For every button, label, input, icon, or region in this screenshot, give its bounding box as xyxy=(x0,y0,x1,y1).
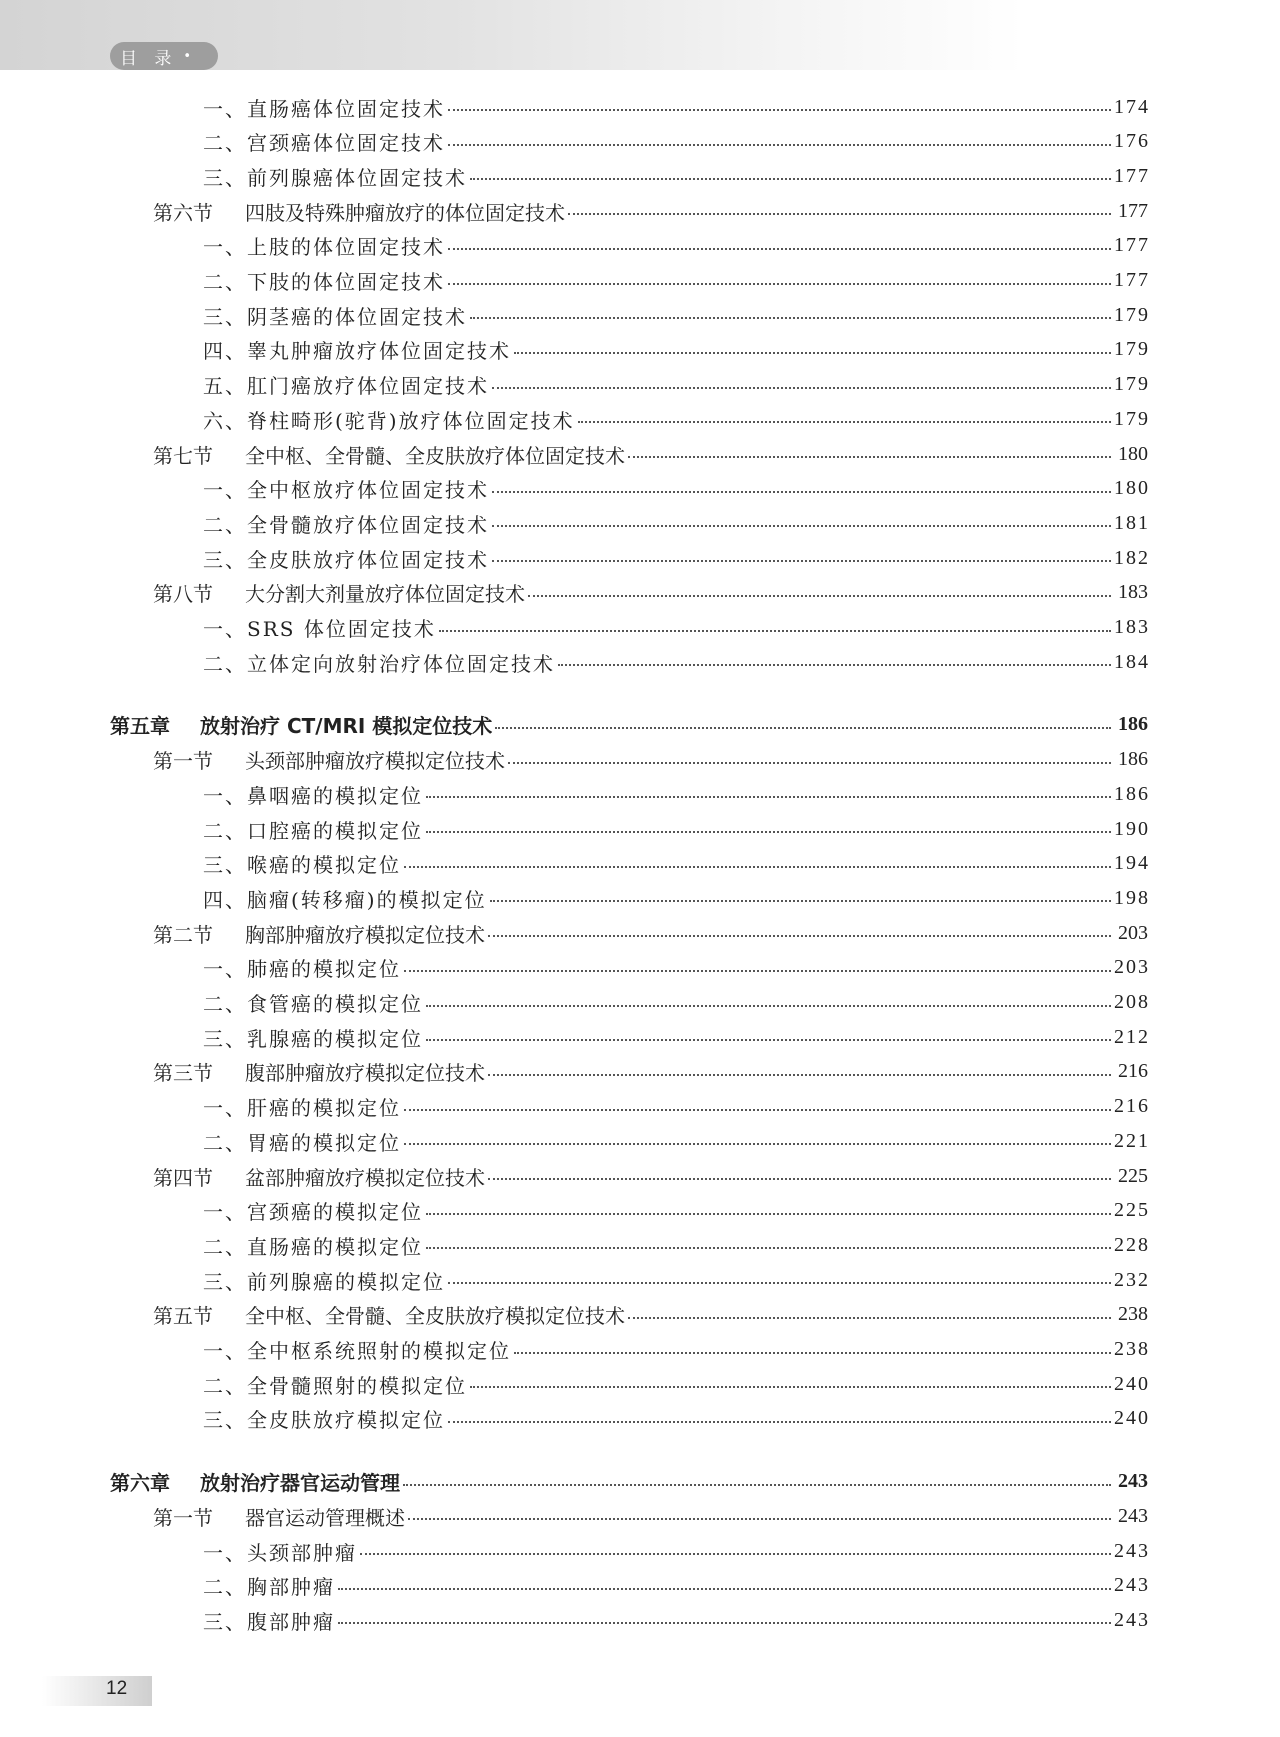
toc-item[interactable] xyxy=(203,370,1148,400)
toc-item[interactable] xyxy=(203,1126,1148,1156)
toc-page-number: 240 xyxy=(1114,1372,1150,1395)
toc-page-number: 243 xyxy=(1118,1470,1148,1493)
dot-leader xyxy=(492,491,1111,493)
toc-title-text: 全中枢、全骨髓、全皮肤放疗模拟定位技术 xyxy=(245,1304,625,1329)
toc-title xyxy=(203,1023,423,1052)
dot-leader xyxy=(439,630,1111,632)
toc-title-text: 二、食管癌的模拟定位 xyxy=(203,992,423,1016)
toc-item[interactable] xyxy=(203,543,1148,573)
toc-title-text: 一、上肢的体位固定技术 xyxy=(203,235,445,260)
dot-leader xyxy=(514,352,1111,354)
toc-title-text: 一、直肠癌体位固定技术 xyxy=(203,96,445,121)
toc-title xyxy=(203,1335,511,1364)
toc-title-text: 二、全骨髓照射的模拟定位 xyxy=(203,1373,467,1398)
toc-title-text: 三、全皮肤放疗模拟定位 xyxy=(203,1408,445,1433)
toc-item[interactable] xyxy=(203,1092,1148,1122)
toc-title-text: 一、宫颈癌的模拟定位 xyxy=(203,1200,423,1225)
dot-leader xyxy=(448,283,1111,285)
toc-title-text: 六、脊柱畸形(驼背)放疗体位固定技术 xyxy=(203,408,575,433)
toc-title xyxy=(110,710,492,739)
dot-leader xyxy=(492,525,1111,527)
dot-leader xyxy=(495,727,1111,729)
toc-page-number: 216 xyxy=(1114,1095,1150,1118)
toc-title-text: 腹部肿瘤放疗模拟定位技术 xyxy=(245,1061,485,1086)
dot-leader xyxy=(578,421,1111,423)
toc-page-number: 179 xyxy=(1114,373,1150,396)
dot-leader xyxy=(514,1352,1111,1354)
toc-title xyxy=(153,440,625,469)
toc-page-number: 240 xyxy=(1114,1407,1150,1430)
toc-title xyxy=(203,127,445,156)
header-tab xyxy=(110,42,218,70)
toc-item[interactable] xyxy=(203,508,1148,538)
dot-leader xyxy=(488,1178,1111,1180)
toc-item[interactable] xyxy=(203,1369,1148,1399)
toc-title-text: 三、前列腺癌的模拟定位 xyxy=(203,1269,445,1294)
toc-number: 第三节 xyxy=(153,1061,213,1086)
toc-title-text: 三、乳腺癌的模拟定位 xyxy=(203,1026,423,1051)
toc-number: 第八节 xyxy=(153,582,213,607)
dot-leader xyxy=(404,1109,1111,1111)
toc-item[interactable] xyxy=(203,814,1148,844)
toc-title xyxy=(203,613,436,642)
toc-title xyxy=(153,1162,485,1191)
toc-page-number: 179 xyxy=(1114,303,1150,326)
toc-title-text: 大分割大剂量放疗体位固定技术 xyxy=(245,582,525,607)
dot-leader xyxy=(426,1213,1111,1215)
toc-title-text: 盆部肿瘤放疗模拟定位技术 xyxy=(245,1165,485,1190)
toc-title-text: 一、SRS 体位固定技术 xyxy=(203,617,436,641)
dot-leader xyxy=(488,935,1111,937)
toc-title-text: 三、全皮肤放疗体位固定技术 xyxy=(203,547,489,572)
dot-leader xyxy=(404,866,1111,868)
toc-item[interactable] xyxy=(203,849,1148,879)
toc-item[interactable] xyxy=(203,161,1148,191)
dot-leader xyxy=(338,1588,1111,1590)
dot-leader xyxy=(338,1622,1111,1624)
footer-band xyxy=(42,1676,152,1706)
dot-leader xyxy=(470,1386,1111,1388)
toc-title xyxy=(203,780,423,809)
header-label: 目 录 xyxy=(120,48,178,69)
toc-title-text: 器官运动管理概述 xyxy=(245,1505,405,1530)
toc-title-text: 四肢及特殊肿瘤放疗的体位固定技术 xyxy=(245,200,565,225)
toc-section[interactable] xyxy=(153,918,1148,948)
toc-item[interactable] xyxy=(203,1404,1148,1434)
toc-section[interactable] xyxy=(153,578,1148,608)
toc-title-text: 一、全中枢放疗体位固定技术 xyxy=(203,478,489,503)
toc-page-number: 194 xyxy=(1114,852,1150,875)
toc-page-number: 243 xyxy=(1114,1574,1150,1597)
toc-title-text: 四、睾丸肿瘤放疗体位固定技术 xyxy=(203,339,511,364)
dot-leader xyxy=(558,664,1111,666)
toc-page-number: 174 xyxy=(1114,95,1150,118)
toc-item[interactable] xyxy=(203,1335,1148,1365)
toc-page-number: 182 xyxy=(1114,546,1150,569)
toc-title xyxy=(203,648,555,677)
dot-leader xyxy=(470,178,1111,180)
toc-number: 第四节 xyxy=(153,1165,213,1190)
toc-page-number: 183 xyxy=(1118,581,1148,604)
dot-leader xyxy=(448,1421,1111,1423)
toc-title-text: 四、脑瘤(转移瘤)的模拟定位 xyxy=(203,887,487,912)
toc-title-text: 二、全骨髓放疗体位固定技术 xyxy=(203,512,489,537)
toc-title xyxy=(203,1404,445,1433)
toc-item[interactable] xyxy=(203,1022,1148,1052)
toc-title xyxy=(153,578,525,607)
toc-page-number: 216 xyxy=(1118,1060,1148,1083)
toc-title xyxy=(203,815,423,844)
toc-title xyxy=(153,919,485,948)
dot-leader xyxy=(490,900,1111,902)
toc-item[interactable] xyxy=(203,988,1148,1018)
toc-title-text: 二、胸部肿瘤 xyxy=(203,1575,335,1600)
toc-number: 第一节 xyxy=(153,749,213,774)
toc-section[interactable] xyxy=(153,439,1148,469)
dot-leader xyxy=(426,831,1111,833)
toc-title-text: 一、鼻咽癌的模拟定位 xyxy=(203,783,423,808)
toc-title-text: 二、口腔癌的模拟定位 xyxy=(203,818,423,843)
toc-page-number: 238 xyxy=(1114,1338,1150,1360)
toc-page-number: 183 xyxy=(1114,616,1150,638)
toc-page-number: 203 xyxy=(1118,921,1148,944)
toc-page-number: 212 xyxy=(1114,1025,1150,1048)
toc-number: 第六节 xyxy=(153,200,213,225)
toc-number: 第六章 xyxy=(110,1471,170,1496)
toc-number: 第一节 xyxy=(153,1505,213,1530)
toc-title xyxy=(203,335,511,364)
toc-item[interactable] xyxy=(203,231,1148,261)
dot-leader xyxy=(448,248,1111,250)
toc-page-number: 180 xyxy=(1114,477,1150,500)
toc-item[interactable] xyxy=(203,404,1148,434)
toc-page-number: 243 xyxy=(1118,1504,1148,1527)
dot-leader xyxy=(508,762,1111,764)
toc-title xyxy=(203,849,401,878)
toc-title xyxy=(203,1231,423,1260)
toc-item[interactable] xyxy=(203,1605,1148,1635)
toc-page-number: 186 xyxy=(1114,782,1150,805)
dot-leader xyxy=(628,456,1111,458)
toc-item[interactable] xyxy=(203,474,1148,504)
toc-item[interactable] xyxy=(203,613,1148,643)
dot-leader xyxy=(426,1039,1111,1041)
dot-leader xyxy=(492,560,1111,562)
toc-page-number: 243 xyxy=(1114,1608,1150,1631)
toc-section[interactable] xyxy=(153,1501,1148,1531)
toc-page-number: 208 xyxy=(1114,991,1150,1013)
toc-title-text: 全中枢、全骨髓、全皮肤放疗体位固定技术 xyxy=(245,443,625,468)
toc-item[interactable] xyxy=(203,953,1148,983)
toc-title xyxy=(203,1370,467,1399)
toc-page-number: 180 xyxy=(1118,442,1148,465)
toc-title-text: 一、肺癌的模拟定位 xyxy=(203,957,401,982)
toc-title xyxy=(203,1196,423,1225)
toc-title-text: 一、肝癌的模拟定位 xyxy=(203,1096,401,1121)
toc-title-text: 胸部肿瘤放疗模拟定位技术 xyxy=(245,922,485,947)
toc-page-number: 186 xyxy=(1118,713,1148,736)
dot-leader xyxy=(448,144,1111,146)
toc-title xyxy=(203,544,489,573)
toc-title xyxy=(153,1300,625,1329)
toc-item[interactable] xyxy=(203,883,1148,913)
toc-page-number: 232 xyxy=(1114,1268,1150,1291)
toc-page-number: 221 xyxy=(1114,1129,1150,1152)
toc-number: 第五章 xyxy=(110,714,170,739)
dot-leader xyxy=(528,595,1111,597)
toc-section[interactable] xyxy=(153,1057,1148,1087)
toc-section[interactable] xyxy=(153,196,1148,226)
dot-leader xyxy=(360,1553,1111,1555)
toc-title-text: 五、肛门癌放疗体位固定技术 xyxy=(203,374,489,399)
toc-title xyxy=(203,301,467,330)
toc-number: 第二节 xyxy=(153,922,213,947)
toc-item[interactable] xyxy=(203,92,1148,122)
dot-leader xyxy=(470,317,1111,319)
toc-title xyxy=(203,1571,335,1600)
toc-number: 第五节 xyxy=(153,1304,213,1329)
toc-title-text: 二、直肠癌的模拟定位 xyxy=(203,1234,423,1259)
toc-title xyxy=(153,745,505,774)
toc-title-text: 三、阴茎癌的体位固定技术 xyxy=(203,304,467,329)
dot-leader xyxy=(628,1317,1111,1319)
dot-leader xyxy=(568,213,1111,215)
dot-leader xyxy=(403,1484,1111,1486)
toc-item[interactable] xyxy=(203,1571,1148,1601)
toc-title xyxy=(203,93,445,122)
toc-title xyxy=(203,1092,401,1121)
toc-title xyxy=(203,1127,401,1156)
toc-title xyxy=(153,1502,405,1531)
toc-page-number: 176 xyxy=(1114,130,1150,153)
toc-title xyxy=(203,1537,357,1566)
page-number: 12 xyxy=(106,1678,128,1699)
toc-title xyxy=(153,1057,485,1086)
toc-item[interactable] xyxy=(203,1265,1148,1295)
toc-title xyxy=(203,231,445,260)
toc-page-number: 177 xyxy=(1114,164,1150,187)
toc-page-number: 238 xyxy=(1118,1303,1148,1326)
toc-title xyxy=(203,1606,335,1635)
toc-page-number: 186 xyxy=(1118,748,1148,771)
toc-title-text: 三、腹部肿瘤 xyxy=(203,1609,335,1634)
toc-title-text: 放射治疗器官运动管理 xyxy=(200,1471,400,1496)
toc-item[interactable] xyxy=(203,266,1148,296)
toc-title-text: 头颈部肿瘤放疗模拟定位技术 xyxy=(245,749,505,774)
toc-page-number: 228 xyxy=(1114,1233,1150,1256)
toc-item[interactable] xyxy=(203,127,1148,157)
dot-leader xyxy=(488,1074,1111,1076)
toc-item[interactable] xyxy=(203,647,1148,677)
dot-leader xyxy=(404,1143,1111,1145)
toc-title xyxy=(110,1467,400,1496)
toc-title xyxy=(203,474,489,503)
dot-leader xyxy=(492,387,1111,389)
toc-title-text: 三、喉癌的模拟定位 xyxy=(203,853,401,878)
toc-page-number: 181 xyxy=(1114,511,1150,534)
dot-leader xyxy=(448,109,1111,111)
toc-page-number: 179 xyxy=(1114,407,1150,430)
toc-title xyxy=(203,370,489,399)
toc-item[interactable] xyxy=(203,335,1148,365)
toc-title xyxy=(203,1266,445,1295)
dot-leader xyxy=(426,1247,1111,1249)
toc-item[interactable] xyxy=(203,1536,1148,1566)
toc-section[interactable] xyxy=(153,1300,1148,1330)
toc-title-text: 放射治疗 CT/MRI 模拟定位技术 xyxy=(200,714,493,739)
toc-item[interactable] xyxy=(203,779,1148,809)
toc-section[interactable] xyxy=(153,745,1148,775)
toc-page-number: 179 xyxy=(1114,338,1150,361)
toc-page-number: 243 xyxy=(1114,1539,1150,1562)
toc-chapter[interactable] xyxy=(110,710,1148,740)
toc-page-number: 225 xyxy=(1118,1164,1148,1187)
toc-page-number: 184 xyxy=(1114,650,1150,673)
toc-page-number: 177 xyxy=(1114,269,1150,291)
toc-title xyxy=(203,988,423,1017)
toc-title-text: 二、胃癌的模拟定位 xyxy=(203,1130,401,1155)
toc-page-number: 203 xyxy=(1114,956,1150,979)
toc-page-number: 225 xyxy=(1114,1199,1150,1222)
toc-section[interactable] xyxy=(153,1161,1148,1191)
toc-title xyxy=(203,884,487,913)
toc-title-text: 二、宫颈癌体位固定技术 xyxy=(203,131,445,156)
toc-page-number: 177 xyxy=(1114,234,1150,257)
dot-leader xyxy=(408,1518,1111,1520)
toc-title xyxy=(203,266,445,295)
toc-title xyxy=(203,405,575,434)
dot-leader xyxy=(426,796,1111,798)
dot-leader xyxy=(426,1005,1111,1007)
toc-page-number: 177 xyxy=(1118,199,1148,222)
toc-page-number: 190 xyxy=(1114,817,1150,840)
toc-title xyxy=(203,953,401,982)
toc-page-number: 198 xyxy=(1114,886,1150,909)
toc-chapter[interactable] xyxy=(110,1467,1148,1497)
toc-title-text: 一、全中枢系统照射的模拟定位 xyxy=(203,1339,511,1363)
toc-title-text: 二、立体定向放射治疗体位固定技术 xyxy=(203,651,555,676)
toc-title-text: 二、下肢的体位固定技术 xyxy=(203,270,445,294)
toc-item[interactable] xyxy=(203,1230,1148,1260)
toc-item[interactable] xyxy=(203,300,1148,330)
toc-title-text: 一、头颈部肿瘤 xyxy=(203,1540,357,1565)
toc-number: 第七节 xyxy=(153,443,213,468)
toc-title-text: 三、前列腺癌体位固定技术 xyxy=(203,165,467,190)
toc-title xyxy=(203,162,467,191)
dot-leader xyxy=(448,1282,1111,1284)
toc-item[interactable] xyxy=(203,1196,1148,1226)
toc-title xyxy=(203,509,489,538)
header-dot: • xyxy=(183,48,192,64)
toc-title xyxy=(153,197,565,226)
dot-leader xyxy=(404,970,1111,972)
